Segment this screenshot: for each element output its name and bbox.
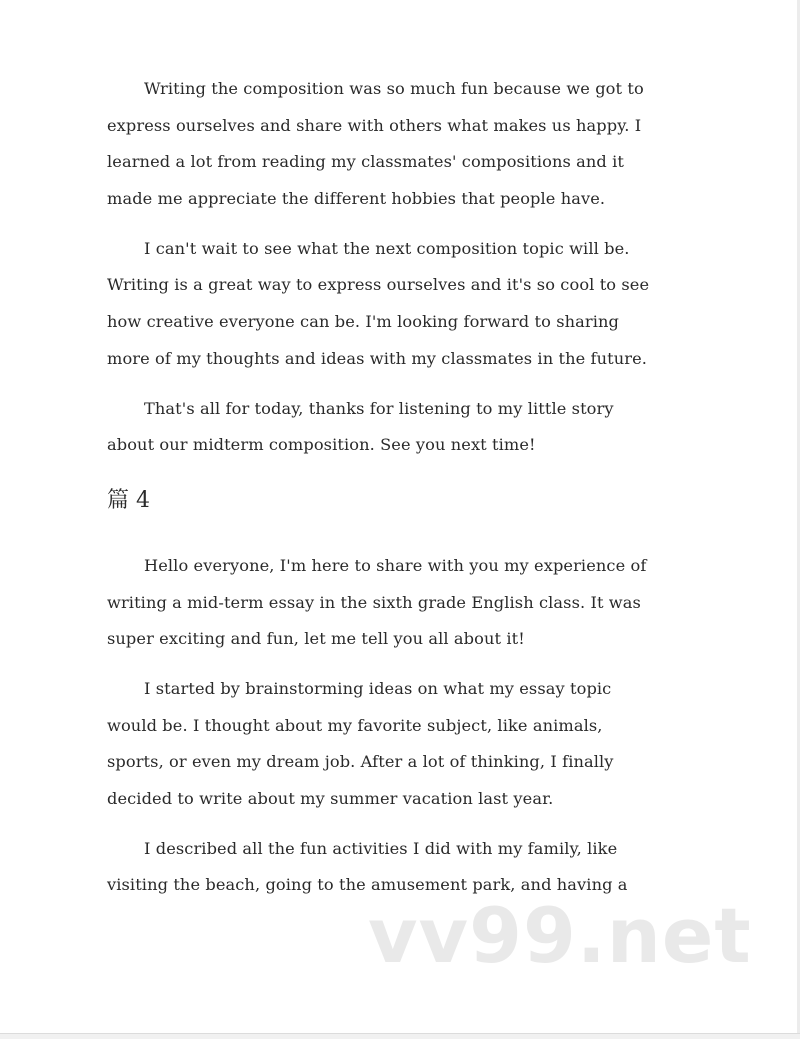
text-line: Hello everyone, I'm here to share with you my experience of [144, 555, 647, 575]
text-line: Writing the composition was so much fun because we got to [144, 79, 644, 98]
text-line: That's all for today, thanks for listening to my little story [144, 398, 614, 418]
text-line: more of my thoughts and ideas with my classmates in the future. [107, 348, 648, 368]
text-line: I can't wait to see what the next composition topic will be. [144, 238, 630, 258]
text-line: I started by brainstorming ideas on what my essay topic [144, 678, 612, 698]
watermark: vv99.net [368, 891, 752, 980]
document-body [107, 71, 747, 904]
text-line: would be. I thought about my favorite subject, like animals, [107, 715, 603, 735]
text-line: about our midterm composition. See you next time! [107, 435, 536, 455]
paragraph [107, 548, 747, 658]
paragraph [107, 391, 747, 464]
text-line: how creative everyone can be. I'm looking forward to sharing [107, 312, 620, 332]
text-line: visiting the beach, going to the amusement park, and having a [107, 875, 628, 895]
text-line: writing a mid-term essay in the sixth grade English class. It was [107, 592, 641, 612]
text-line: express ourselves and share with others what makes us happy. I [107, 115, 642, 135]
text-line: sports, or even my dream job. After a lot of thinking, I finally [107, 752, 614, 772]
paragraph [107, 231, 747, 378]
section-heading: 篇 4 [107, 487, 150, 513]
text-line: Writing is a great way to express ourselves and it's so cool to see [107, 275, 650, 295]
text-line: learned a lot from reading my classmates' compositions and it [107, 152, 625, 172]
paragraph [107, 671, 747, 818]
page-bottom-edge [0, 1033, 800, 1039]
text-line: super exciting and fun, let me tell you all about it! [107, 629, 525, 649]
text-line: I described all the fun activities I did with my family, like [144, 838, 618, 858]
text-line: made me appreciate the different hobbies that people have. [107, 189, 606, 209]
text-line: decided to write about my summer vacation last year. [107, 789, 554, 808]
paragraph [107, 71, 747, 218]
